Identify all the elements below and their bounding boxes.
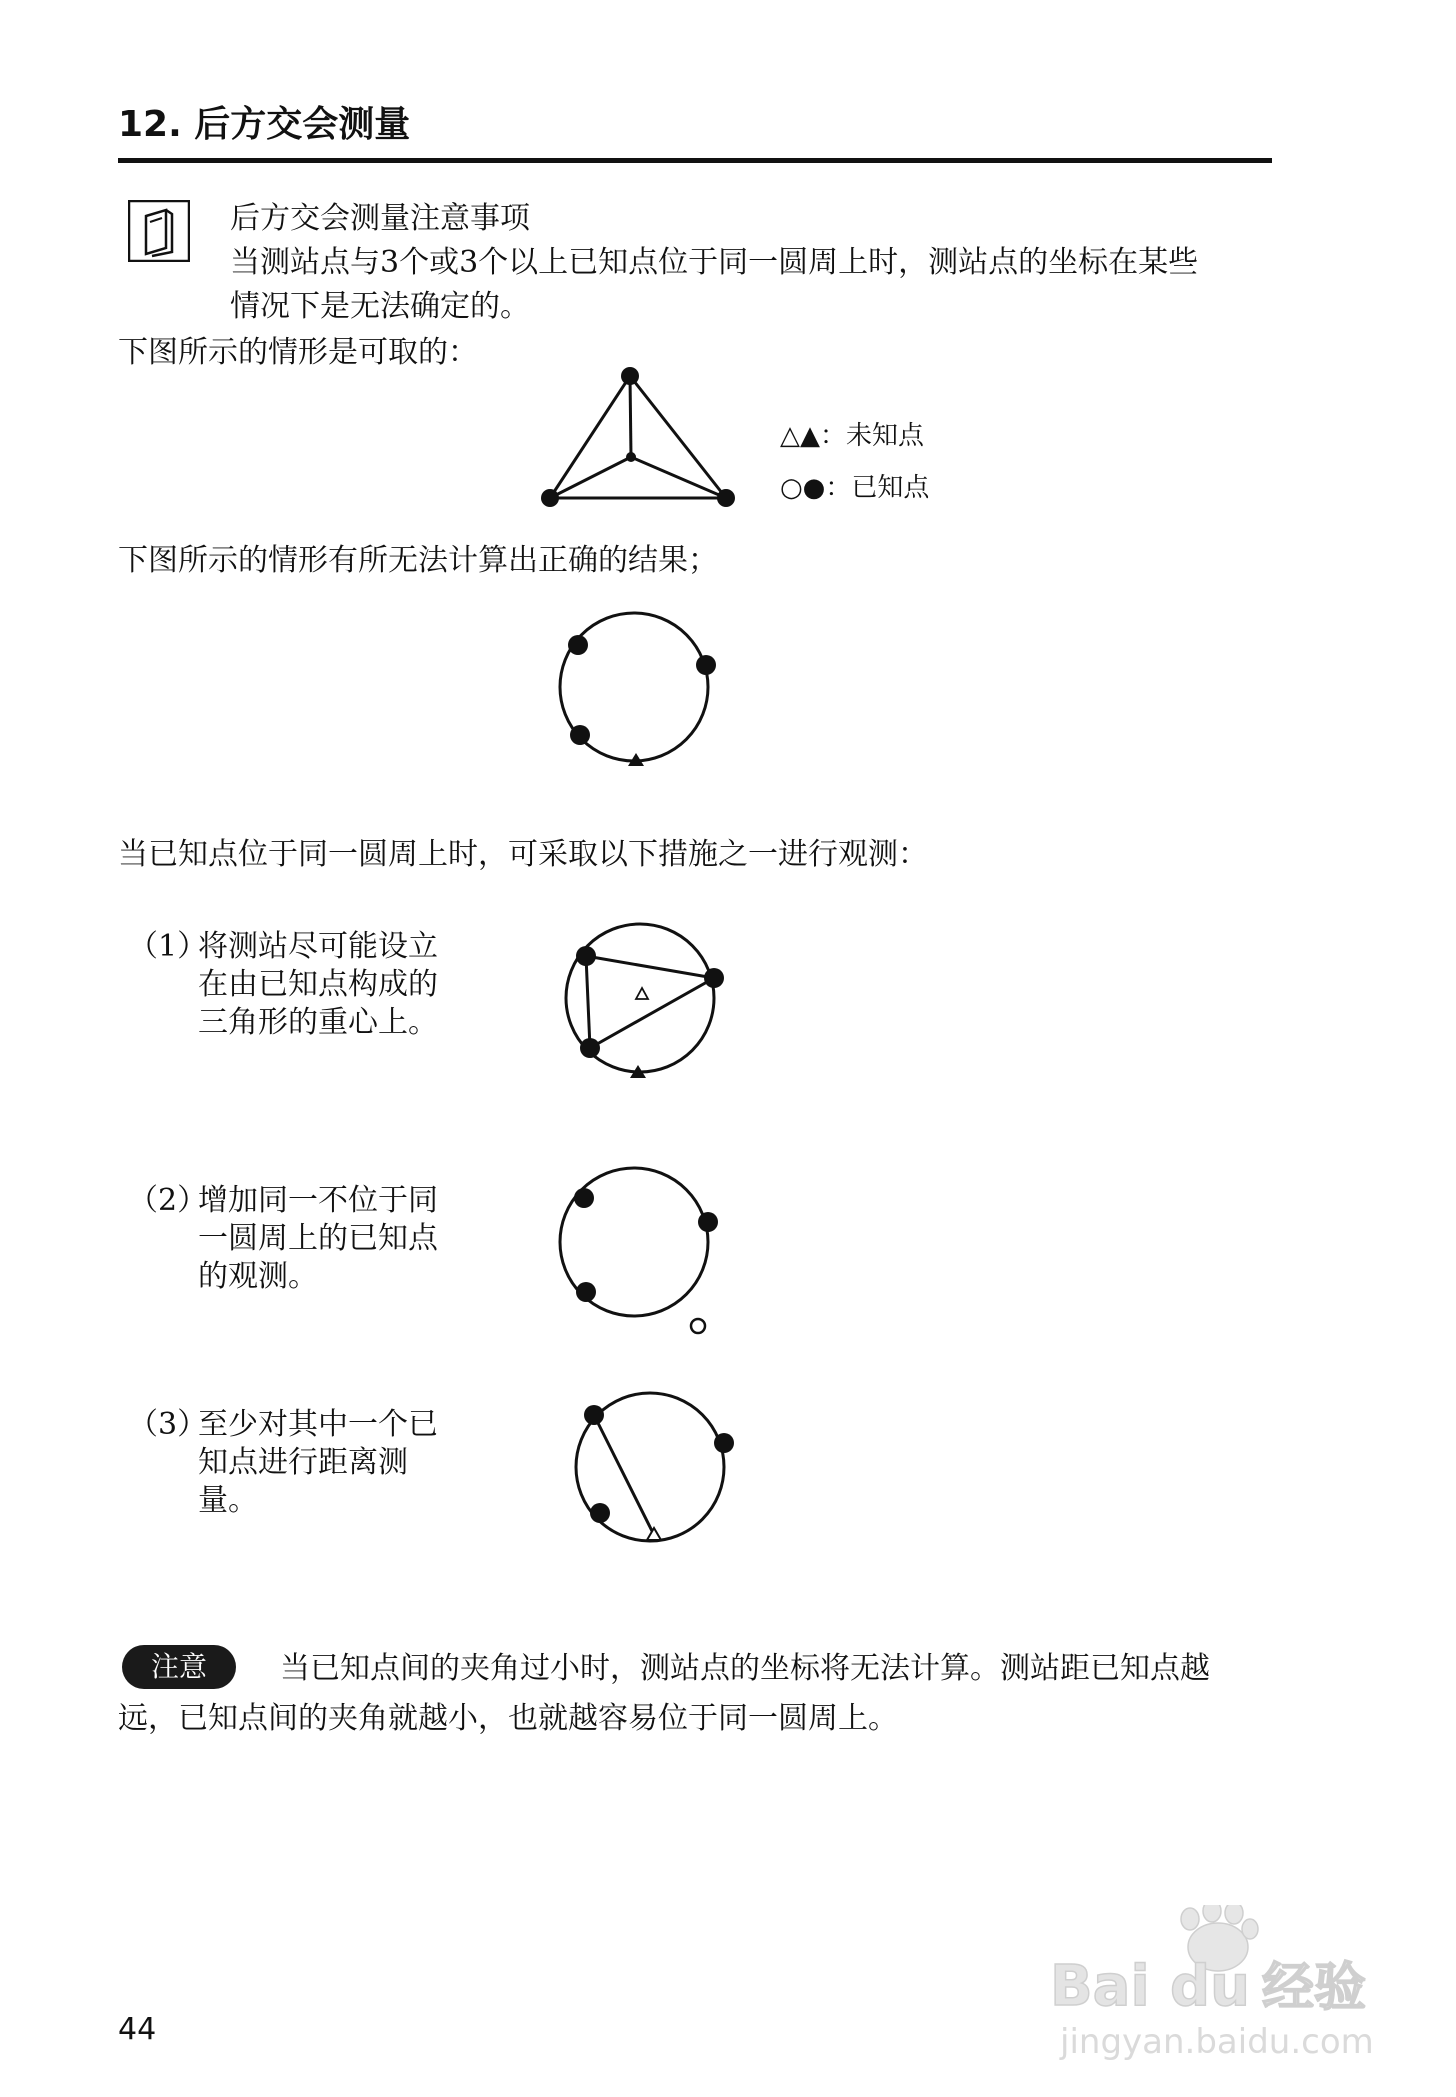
notice-line-1: 当测站点与3个或3个以上已知点位于同一圆周上时，测站点的坐标在某些: [230, 245, 1199, 280]
measure-number: （2）: [128, 1183, 208, 1218]
book-icon: [128, 200, 190, 262]
measure-2-diagram: [556, 1160, 726, 1340]
known-point: [584, 1405, 604, 1425]
known-point: [570, 725, 590, 745]
caution-badge: 注意: [122, 1645, 236, 1689]
measure-3-diagram: [568, 1385, 738, 1555]
measure-item-2: [128, 1182, 468, 1302]
legend-unknown: △▲：未知点: [780, 421, 924, 451]
measure-text: 增加同一不位于同一圆周上的已知点的观测。: [198, 1183, 438, 1294]
svg-text:du: du: [1170, 1954, 1250, 2019]
measure-text: 至少对其中一个已知点进行距离测量。: [198, 1407, 438, 1518]
caution-line-1: 当已知点间的夹角过小时，测站点的坐标将无法计算。测站距已知点越: [280, 1651, 1210, 1686]
measure-item-3: [128, 1406, 468, 1526]
page-number: 44: [118, 2012, 157, 2047]
known-point: [704, 968, 724, 988]
station-centroid: [636, 988, 648, 999]
known-point: [696, 655, 716, 675]
known-point: [590, 1503, 610, 1523]
known-point: [717, 489, 735, 507]
good-configuration-diagram: [530, 360, 740, 510]
station-point: [626, 452, 636, 462]
known-point: [574, 1188, 594, 1208]
known-point: [580, 1038, 600, 1058]
known-point: [576, 1282, 596, 1302]
known-point: [568, 635, 588, 655]
notice-heading: 后方交会测量注意事项: [230, 201, 530, 236]
measure-number: （1）: [128, 929, 208, 964]
good-case-text: 下图所示的情形是可取的：: [118, 335, 478, 370]
known-point: [541, 489, 559, 507]
baidu-watermark: [1040, 1905, 1400, 2065]
bad-case-text: 下图所示的情形有所无法计算出正确的结果；: [118, 543, 718, 578]
measure-text: 将测站尽可能设立在由已知点构成的三角形的重心上。: [198, 929, 438, 1040]
measure-number: （3）: [128, 1407, 208, 1442]
page-title: 12. 后方交会测量: [118, 104, 411, 145]
legend-known: ○●：已知点: [780, 473, 930, 503]
measures-intro: 当已知点位于同一圆周上时，可采取以下措施之一进行观测：: [118, 837, 928, 872]
known-point: [621, 367, 639, 385]
extra-known-point: [691, 1319, 705, 1333]
svg-text:Bai: Bai: [1050, 1954, 1150, 2019]
known-point: [698, 1212, 718, 1232]
notice-line-2: 情况下是无法确定的。: [230, 289, 530, 324]
known-point: [576, 946, 596, 966]
svg-text:经验: 经验: [1262, 1958, 1367, 2018]
station-point: [647, 1528, 661, 1540]
known-point: [714, 1433, 734, 1453]
title-divider: [118, 158, 1272, 163]
caution-line-2: 远，已知点间的夹角就越小，也就越容易位于同一圆周上。: [118, 1701, 898, 1736]
bad-configuration-diagram: [548, 605, 718, 775]
svg-text:jingyan.baidu.com: jingyan.baidu.com: [1060, 2022, 1374, 2062]
measure-1-diagram: [560, 918, 730, 1088]
measure-item-1: [128, 928, 468, 1088]
